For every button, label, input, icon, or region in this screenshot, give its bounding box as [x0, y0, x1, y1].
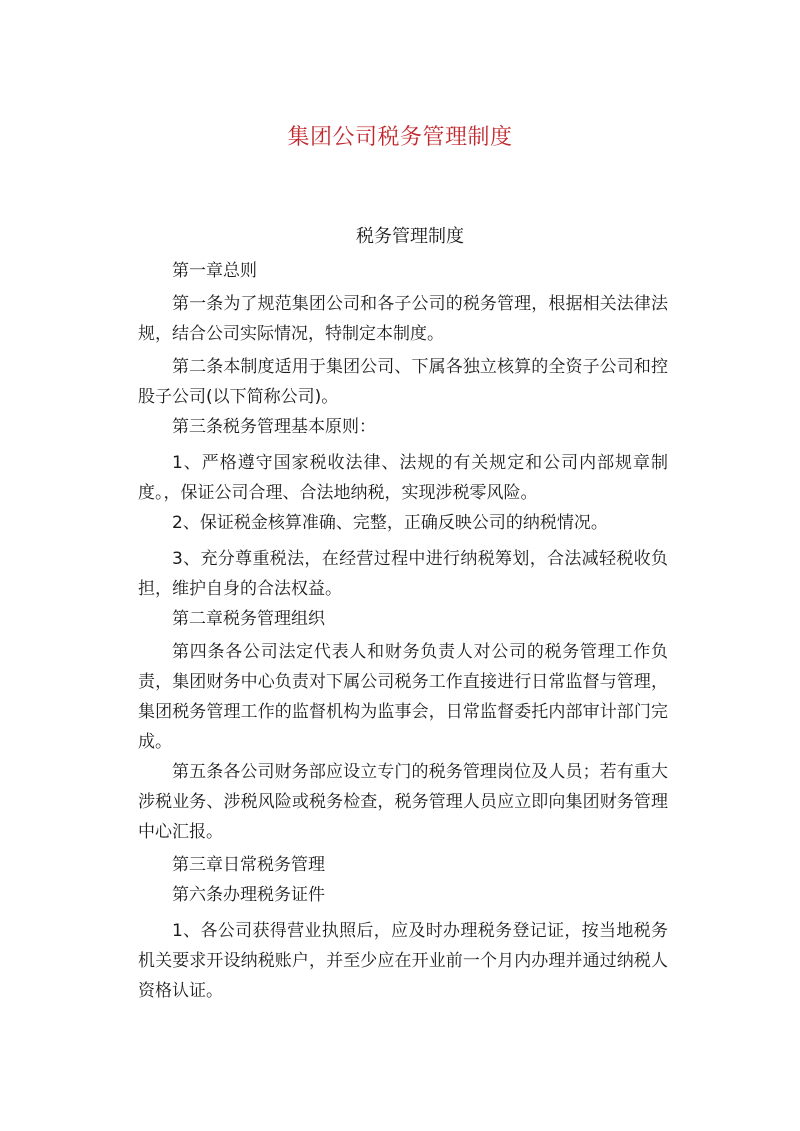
list-item: 1、严格遵守国家税收法律、法规的有关规定和公司内部规章制度。，保证公司合理、合法地纳税，实现涉税零风险。: [138, 453, 668, 503]
document-body: [138, 222, 668, 1006]
chapter-heading: 第一章总则: [172, 261, 257, 281]
chapter-heading: 第三章日常税务管理: [172, 855, 325, 875]
document-title: 集团公司税务管理制度: [287, 125, 513, 150]
article-paragraph: 第二条本制度适用于集团公司、下属各独立核算的全资子公司和控股子公司(以下简称公司)。: [138, 357, 668, 407]
list-item: 3、充分尊重税法，在经营过程中进行纳税筹划，合法减轻税收负担，维护自身的合法权益。: [138, 549, 668, 599]
list-item: 1、各公司获得营业执照后，应及时办理税务登记证，按当地税务机关要求开设纳税账户，并至少应在开业前一个月内办理并通过纳税人资格认证。: [138, 921, 668, 1001]
chapter-heading: 第二章税务管理组织: [172, 609, 325, 629]
article-paragraph: 第四条各公司法定代表人和财务负责人对公司的税务管理工作负责，集团财务中心负责对下属公司税务工作直接进行日常监督与管理，集团税务管理工作的监督机构为监事会，日常监督委托内部审计部门完成。: [138, 642, 668, 752]
article-paragraph: 第六条办理税务证件: [172, 885, 325, 905]
list-item: 2、保证税金核算准确、完整，正确反映公司的纳税情况。: [172, 513, 608, 533]
article-paragraph: 第一条为了规范集团公司和各子公司的税务管理，根据相关法律法规，结合公司实际情况，特制定本制度。: [138, 294, 668, 344]
article-paragraph: 第三条税务管理基本原则：: [172, 417, 376, 437]
article-paragraph: 第五条各公司财务部应设立专门的税务管理岗位及人员；若有重大涉税业务、涉税风险或税务检查，税务管理人员应立即向集团财务管理中心汇报。: [138, 762, 668, 842]
section-subtitle: 税务管理制度: [356, 226, 464, 247]
